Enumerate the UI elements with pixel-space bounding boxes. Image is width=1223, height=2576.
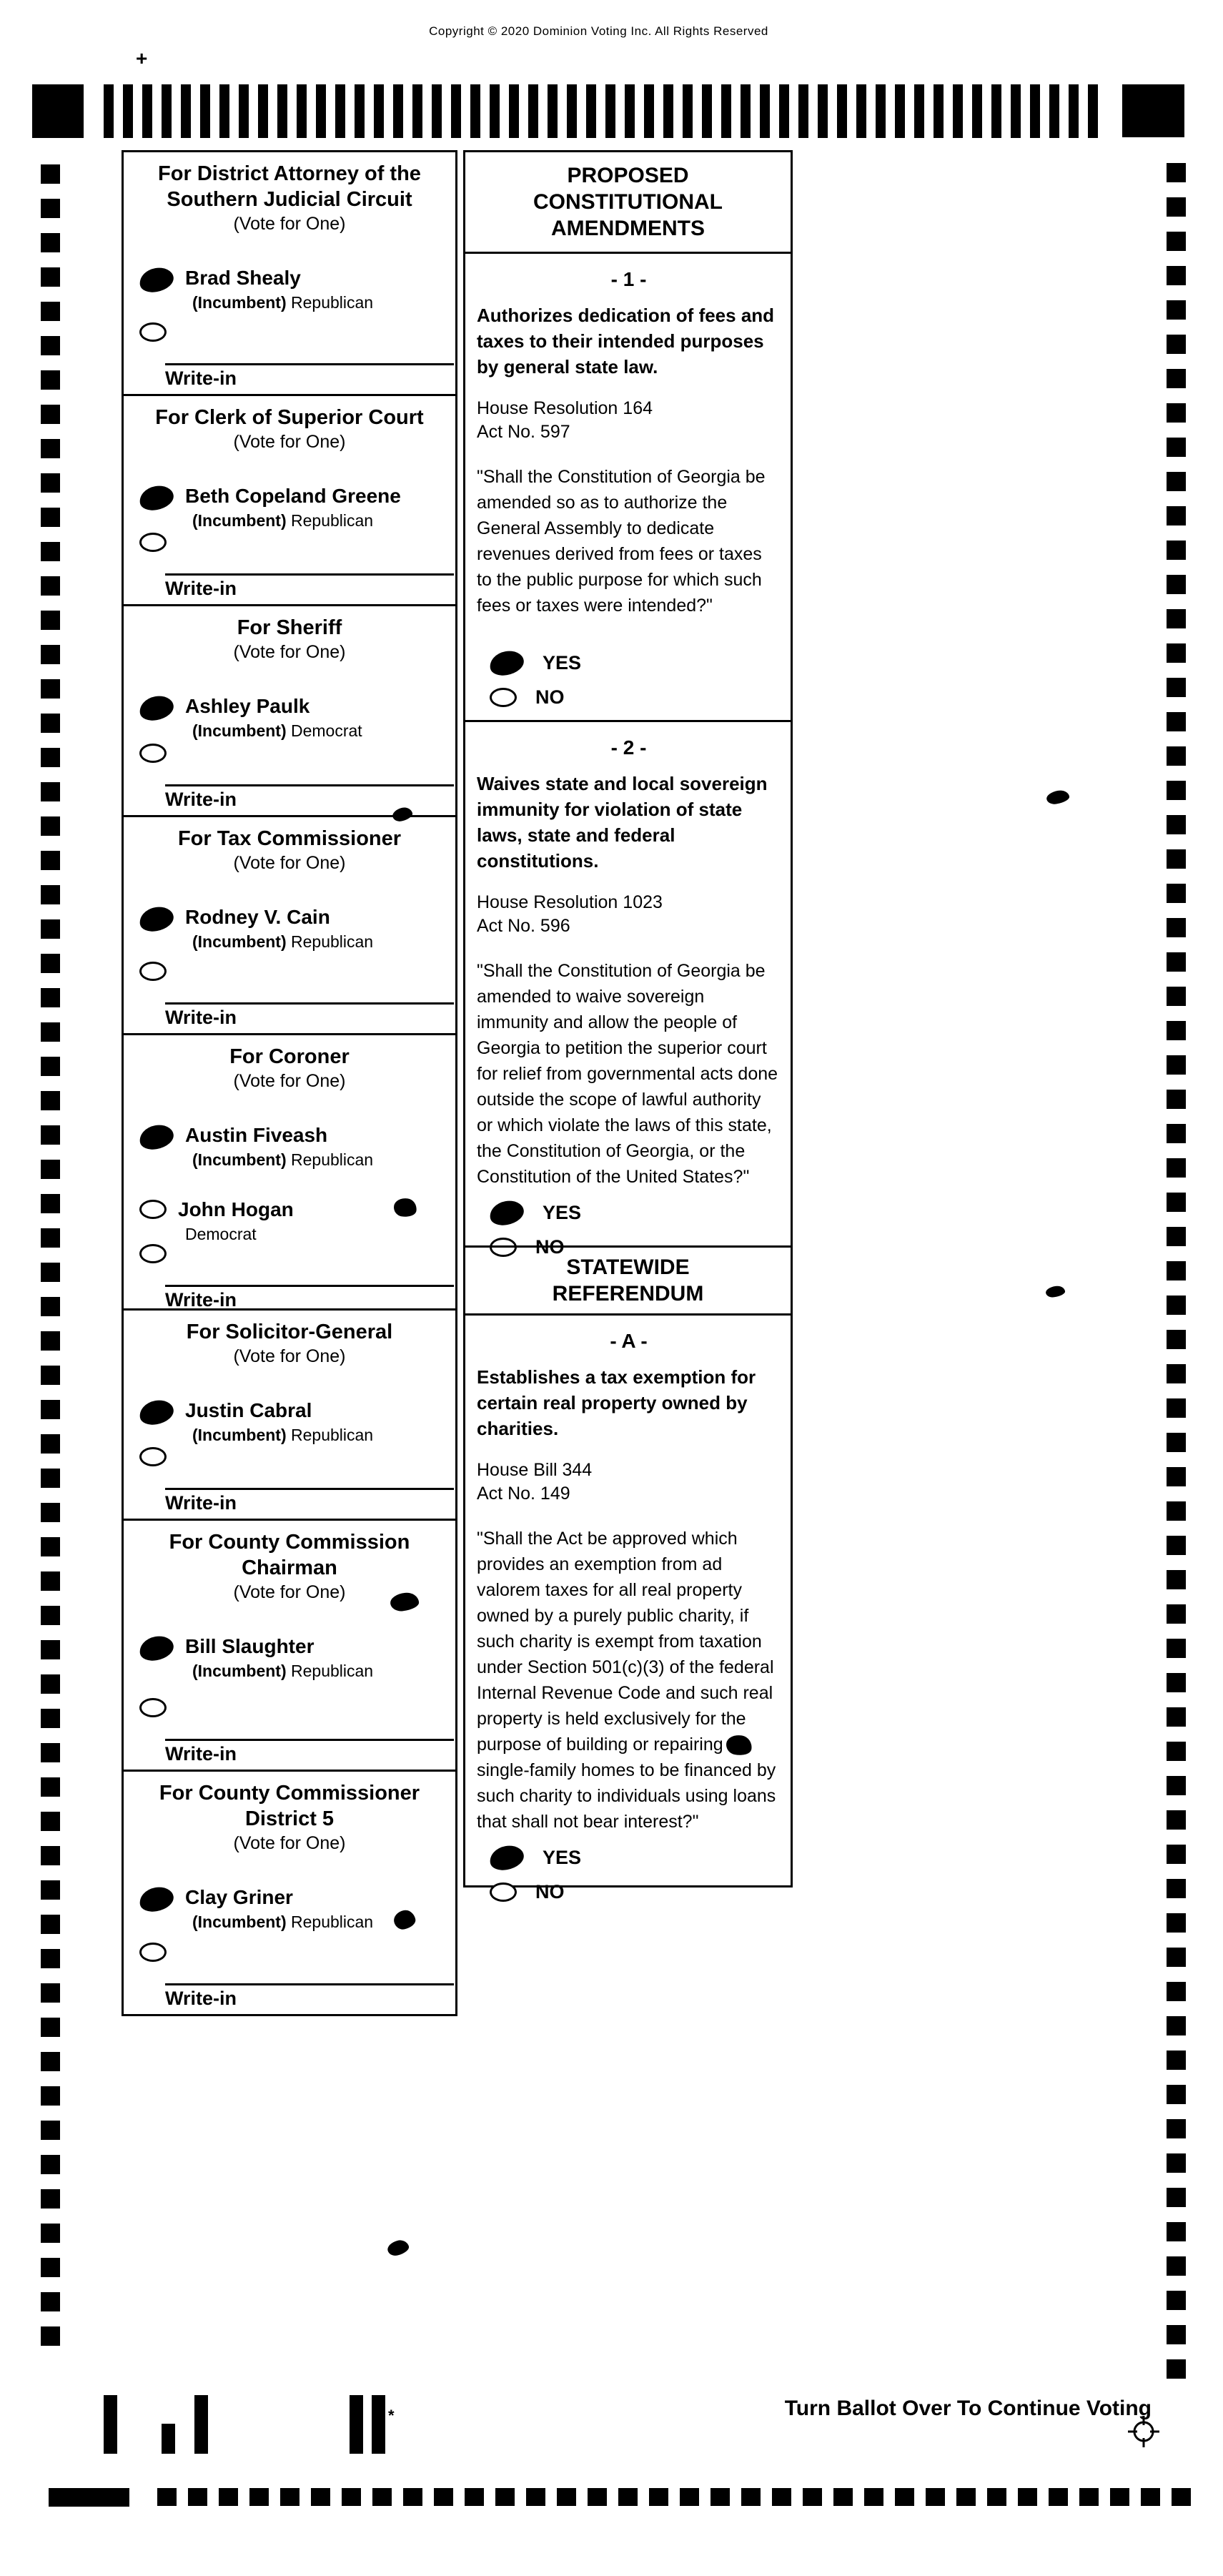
contest-tax-commissioner: [122, 815, 457, 1035]
candidate-name: Rodney V. Cain: [185, 906, 330, 928]
incumbent-label: (Incumbent): [192, 511, 287, 530]
vote-for-instruction: (Vote for One): [233, 1071, 346, 1091]
contest-title: For Clerk of Superior Court: [155, 406, 424, 429]
ballot-id-bar: [350, 2395, 363, 2454]
party-label: Republican: [291, 1150, 374, 1169]
ballot-bubble-filled[interactable]: [487, 1198, 525, 1228]
party-label: Republican: [291, 1913, 374, 1931]
yes-label: YES: [543, 1202, 582, 1223]
write-in-label: Write-in: [165, 367, 237, 389]
yes-no-block: [477, 640, 781, 711]
write-in-label: Write-in: [165, 789, 237, 810]
candidate-name: Beth Copeland Greene: [185, 485, 401, 507]
contest-district-attorney: [122, 150, 457, 396]
ballot-bubble-filled[interactable]: [137, 265, 175, 295]
vote-for-instruction: (Vote for One): [233, 642, 346, 662]
contest-solicitor-general: [122, 1308, 457, 1521]
ballot-bubble-filled[interactable]: [137, 904, 175, 934]
party-label: Republican: [291, 1662, 374, 1680]
contest-title: For Sheriff: [237, 616, 342, 639]
ballot-bubble-empty[interactable]: [490, 1882, 517, 1902]
write-in-line[interactable]: [165, 784, 454, 786]
incumbent-label: (Incumbent): [192, 1150, 287, 1169]
measure-number: - 1 -: [610, 268, 647, 290]
vote-for-instruction: (Vote for One): [233, 432, 346, 452]
candidate-row: [139, 1635, 455, 1681]
party-label: Republican: [291, 932, 374, 951]
write-in-area: [124, 1244, 455, 1316]
write-in-label: Write-in: [165, 1289, 237, 1311]
party-label: Republican: [291, 1426, 374, 1444]
registration-target-icon: [1127, 2415, 1160, 2448]
ballot-id-bar: [162, 2424, 175, 2454]
measure-authority: House Resolution 164 Act No. 597: [477, 398, 653, 442]
no-label: NO: [535, 1236, 565, 1258]
stray-ink-mark: [386, 2238, 410, 2257]
timing-marks-right: [1167, 163, 1186, 2379]
write-in-area: [124, 322, 455, 394]
yes-row: [490, 651, 781, 675]
candidate-name: Clay Griner: [185, 1886, 293, 1908]
ballot-bubble-empty[interactable]: [139, 1943, 167, 1962]
candidate-row: [139, 485, 455, 531]
incumbent-label: (Incumbent): [192, 1662, 287, 1680]
contest-title: For Coroner: [229, 1045, 350, 1068]
ballot-bubble-empty[interactable]: [139, 962, 167, 981]
write-in-line[interactable]: [165, 1002, 454, 1005]
ballot-bubble-filled[interactable]: [137, 1885, 175, 1914]
write-in-area: [124, 744, 455, 815]
measure-summary: Establishes a tax exemption for certain real property owned by charities.: [477, 1366, 756, 1439]
ballot-bubble-empty[interactable]: [139, 1698, 167, 1717]
timing-marks-left: [41, 164, 60, 2346]
no-row: [490, 686, 781, 709]
candidate-name: Ashley Paulk: [185, 695, 310, 717]
candidate-name: Brad Shealy: [185, 267, 301, 289]
timing-marks-bottom: [157, 2488, 1191, 2506]
ballot-bubble-empty[interactable]: [139, 1447, 167, 1466]
ballot-bubble-filled[interactable]: [137, 694, 175, 723]
contest-clerk-superior-court: [122, 394, 457, 606]
ballot-bubble-filled[interactable]: [487, 648, 525, 678]
contest-title: For Tax Commissioner: [177, 827, 402, 850]
measure-number: - 2 -: [610, 736, 647, 759]
ballot-bubble-filled[interactable]: [487, 1843, 525, 1872]
contest-sheriff: [122, 604, 457, 817]
write-in-label: Write-in: [165, 1007, 237, 1028]
write-in-line[interactable]: [165, 1983, 454, 1985]
incumbent-label: (Incumbent): [192, 293, 287, 312]
measure-question: "Shall the Constitution of Georgia be amended to waive sovereign immunity and allow the people of Georgia to petition the superior court for relief from governmental acts done outside the scope of lawful authority or which violate the laws of this state, the Constitution of Georgia, or the Constitution of the United States?": [477, 961, 778, 1187]
ballot-bubble-filled[interactable]: [137, 1634, 175, 1663]
no-row: [490, 1881, 781, 1903]
stray-print-glyph: *: [388, 2407, 395, 2424]
contest-title: For Solicitor-General: [186, 1321, 393, 1343]
timing-block-top-left: [32, 84, 84, 138]
write-in-label: Write-in: [165, 1743, 237, 1765]
registration-plus-mark: +: [136, 47, 148, 69]
ballot-bubble-empty[interactable]: [139, 322, 167, 342]
write-in-area: [124, 962, 455, 1033]
write-in-area: [124, 1698, 455, 1770]
measure-question: "Shall the Constitution of Georgia be amended so as to authorize the General Assembly to dedicate revenues derived from fees or taxes to the public purpose for which such fees or taxes were intended?": [477, 467, 766, 616]
yes-label: YES: [543, 1847, 582, 1868]
no-label: NO: [535, 686, 565, 708]
yes-row: [490, 1846, 781, 1870]
yes-no-block: [477, 1835, 781, 1906]
ballot-id-bar: [194, 2395, 208, 2454]
write-in-label: Write-in: [165, 578, 237, 599]
measure-authority: House Resolution 1023 Act No. 596: [477, 892, 663, 936]
ballot-bubble-empty[interactable]: [139, 1200, 167, 1219]
write-in-area: [124, 1447, 455, 1519]
candidate-name: Justin Cabral: [185, 1399, 312, 1421]
candidate-row: [139, 1124, 455, 1170]
vote-for-instruction: (Vote for One): [233, 1346, 346, 1366]
no-label: NO: [535, 1881, 565, 1903]
ballot-bubble-empty[interactable]: [139, 744, 167, 763]
contest-title: For County Commission Chairman: [169, 1531, 410, 1579]
measure-question: "Shall the Act be approved which provides an exemption from ad valorem taxes for all real property owned by a purely public charity, if such charity is exempt from taxation under Section 501(c)(3) of the federal Internal Revenue Code and such real property is held exclusively for the purpose of building or repairing single-family homes to be financed by such charity to individuals using loans that shall not bear interest?": [477, 1529, 776, 1832]
ballot-bubble-empty[interactable]: [490, 688, 517, 707]
party-label: Democrat: [185, 1225, 257, 1243]
party-label: Republican: [291, 511, 374, 530]
contest-county-commissioner-district-5: [122, 1770, 457, 2016]
ballot-id-bar: [372, 2395, 385, 2454]
timing-block-top-right: [1122, 84, 1184, 137]
referendum-a: [463, 1313, 793, 1903]
timing-block-bottom-left: [49, 2488, 129, 2507]
candidate-name: Austin Fiveash: [185, 1124, 328, 1146]
incumbent-label: (Incumbent): [192, 932, 287, 951]
write-in-area: [124, 533, 455, 604]
copyright-notice: Copyright © 2020 Dominion Voting Inc. All Rights Reserved: [429, 24, 768, 38]
write-in-label: Write-in: [165, 1988, 237, 2009]
yes-label: YES: [543, 652, 582, 673]
incumbent-label: (Incumbent): [192, 721, 287, 740]
measure-summary: Waives state and local sovereign immunity for violation of state laws, state and federal constitutions.: [477, 773, 768, 872]
ballot-id-bar: [104, 2395, 117, 2454]
stray-ink-mark: [1045, 1285, 1066, 1298]
candidate-row: [139, 267, 455, 312]
write-in-line[interactable]: [165, 1739, 454, 1741]
vote-for-instruction: (Vote for One): [233, 853, 346, 873]
vote-for-instruction: (Vote for One): [233, 1582, 346, 1602]
candidate-row: [139, 1399, 455, 1445]
stray-ink-mark: [1046, 789, 1071, 805]
measure-authority: House Bill 344 Act No. 149: [477, 1460, 593, 1504]
turn-ballot-over-text: Turn Ballot Over To Continue Voting: [784, 2397, 1152, 2420]
amendment-1: [463, 252, 793, 722]
amendments-header: PROPOSED CONSTITUTIONAL AMENDMENTS: [463, 150, 793, 254]
ballot-bubble-empty[interactable]: [139, 1244, 167, 1263]
candidate-row: [139, 695, 455, 741]
incumbent-label: (Incumbent): [192, 1426, 287, 1444]
yes-row: [490, 1201, 781, 1225]
ballot-bubble-filled[interactable]: [137, 1122, 175, 1152]
write-in-area: [124, 1943, 455, 2014]
vote-for-instruction: (Vote for One): [233, 214, 346, 234]
measure-number: - A -: [610, 1330, 648, 1352]
candidate-name: Bill Slaughter: [185, 1635, 315, 1657]
write-in-line[interactable]: [165, 363, 454, 365]
measure-summary: Authorizes dedication of fees and taxes to their intended purposes by general state law.: [477, 305, 775, 377]
referendum-header: STATEWIDE REFERENDUM: [463, 1245, 793, 1316]
ballot-bubble-filled[interactable]: [137, 483, 175, 513]
write-in-line[interactable]: [165, 573, 454, 576]
candidate-row: [139, 906, 455, 952]
amendment-2: [463, 720, 793, 1258]
write-in-label: Write-in: [165, 1492, 237, 1514]
ballot-bubble-filled[interactable]: [137, 1398, 175, 1427]
contest-title: For District Attorney of the Southern Judicial Circuit: [158, 162, 421, 211]
party-label: Democrat: [291, 721, 362, 740]
write-in-line[interactable]: [165, 1488, 454, 1490]
write-in-line[interactable]: [165, 1285, 454, 1287]
timing-marks-top: [104, 84, 1098, 138]
ballot-bubble-empty[interactable]: [139, 533, 167, 552]
contest-coroner: [122, 1033, 457, 1311]
vote-for-instruction: (Vote for One): [233, 1833, 346, 1853]
contest-title: For County Commissioner District 5: [159, 1782, 420, 1830]
party-label: Republican: [291, 293, 374, 312]
contest-county-commission-chairman: [122, 1519, 457, 1772]
candidate-name: John Hogan: [178, 1198, 294, 1220]
incumbent-label: (Incumbent): [192, 1913, 287, 1931]
